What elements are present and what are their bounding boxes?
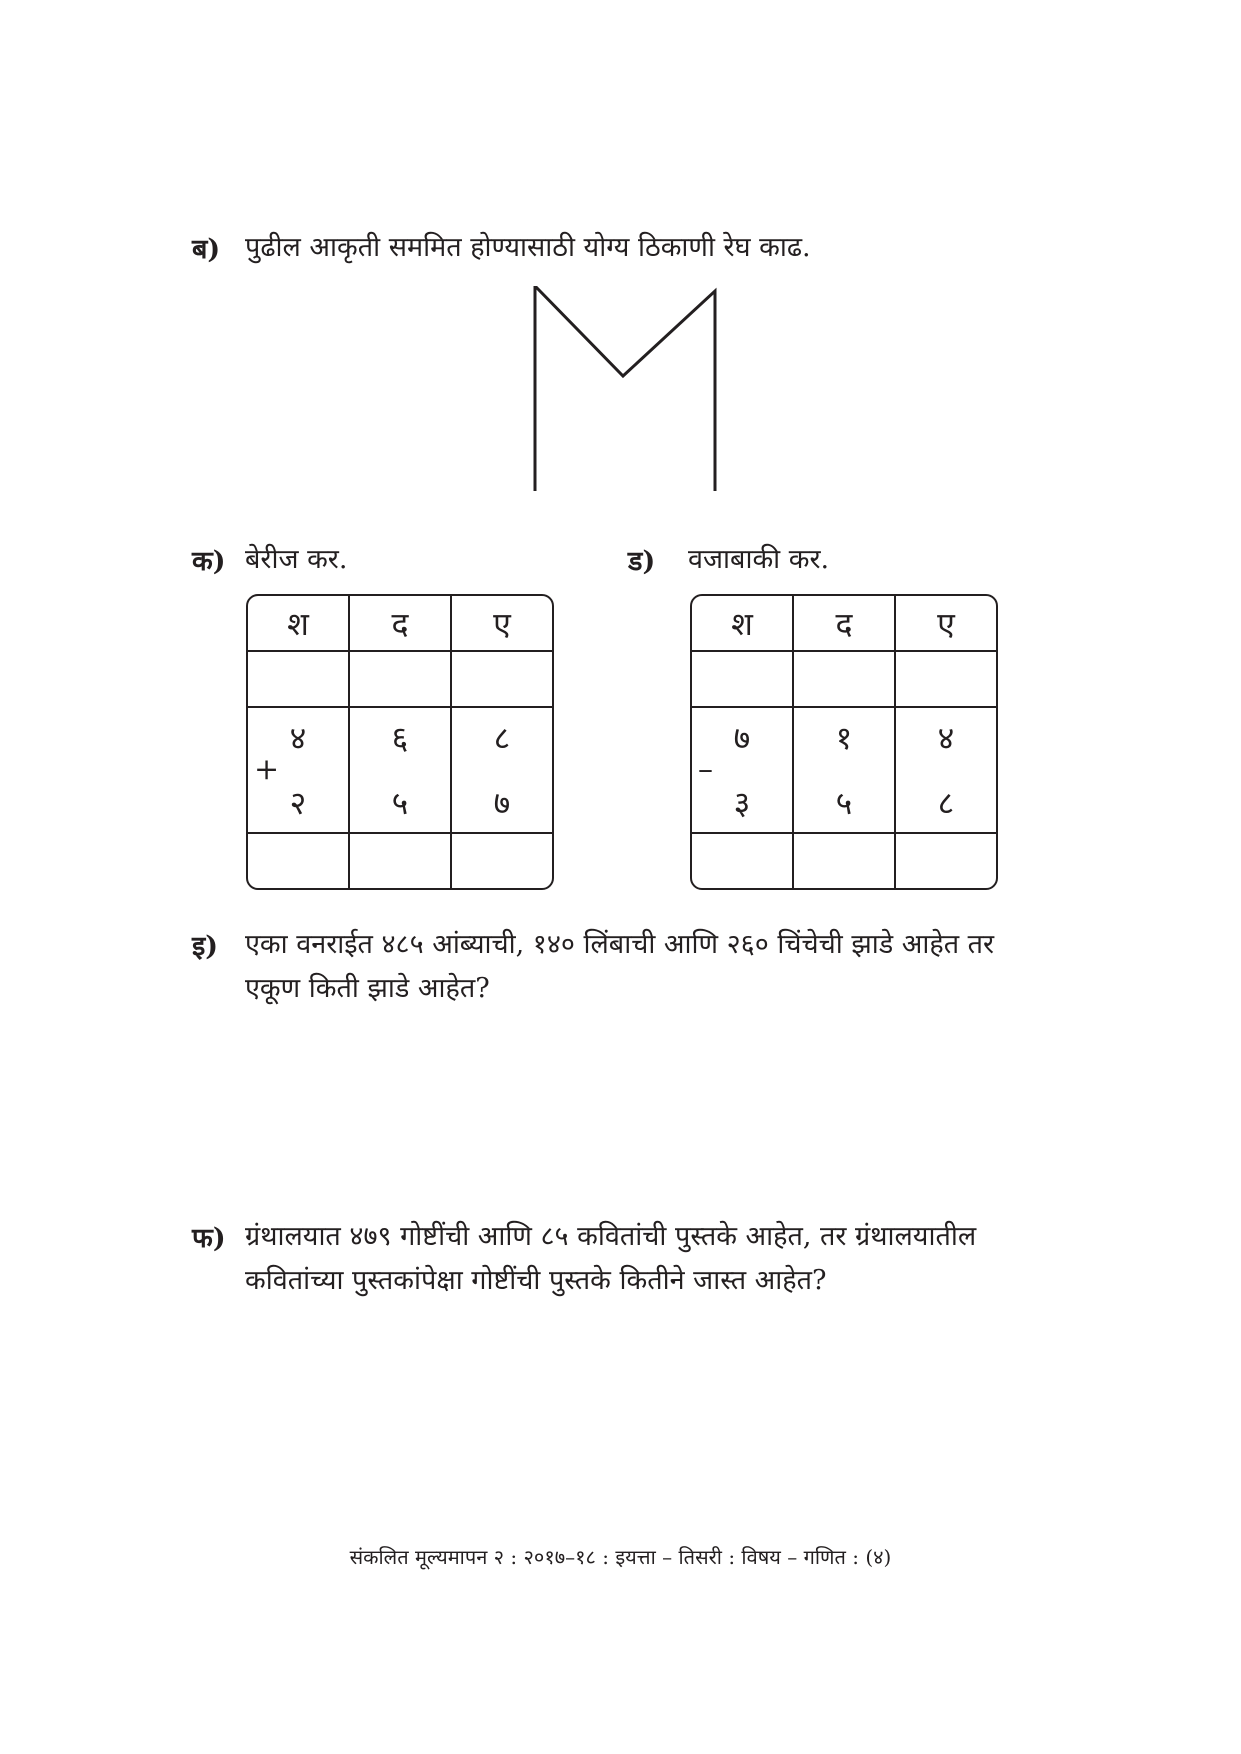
header-ones: ए [451, 596, 552, 651]
digit: ४ [937, 719, 955, 757]
digit-column [451, 707, 552, 833]
question-i-label: इ) [192, 931, 219, 962]
answer-cell[interactable] [451, 833, 552, 888]
digit: ८ [937, 784, 955, 822]
question-d-label: ड) [628, 546, 656, 577]
carry-cell[interactable] [248, 651, 349, 707]
answer-cell[interactable] [248, 833, 349, 888]
digit: ७ [733, 719, 751, 757]
question-d-text: वजाबाकी कर. [688, 544, 830, 575]
borrow-cell[interactable] [692, 651, 793, 707]
carry-cell[interactable] [451, 651, 552, 707]
digit-column [349, 707, 451, 833]
header-tens: द [349, 596, 451, 651]
half-m-shape [535, 286, 715, 491]
question-f-line1: ग्रंथालयात ४७९ गोष्टींची आणि ८५ कवितांची पुस्तके आहेत, तर ग्रंथालयातील [245, 1221, 977, 1252]
digit: ५ [835, 784, 853, 822]
header-ones: ए [895, 596, 996, 651]
subtraction-table [690, 594, 998, 890]
plus-operator: + [254, 752, 280, 787]
digit-column [692, 707, 793, 833]
minus-operator: – [698, 752, 713, 787]
digit-column [793, 707, 895, 833]
question-k-label: क) [192, 546, 226, 577]
question-f-label: फ) [192, 1223, 226, 1254]
digit: १ [835, 719, 853, 757]
digit: ५ [391, 784, 409, 822]
digit: ४ [289, 719, 307, 757]
answer-cell[interactable] [692, 833, 793, 888]
borrow-cell[interactable] [895, 651, 996, 707]
digit: ६ [391, 719, 409, 757]
answer-cell[interactable] [895, 833, 996, 888]
digit-column [895, 707, 996, 833]
header-hundreds: श [248, 596, 349, 651]
digit: ३ [733, 784, 751, 822]
digit-column [248, 707, 349, 833]
answer-cell[interactable] [349, 833, 451, 888]
question-i-line1: एका वनराईत ४८५ आंब्याची, १४० लिंबाची आणि २६० चिंचेची झाडे आहेत तर [245, 929, 995, 960]
header-hundreds: श [692, 596, 793, 651]
digit: २ [289, 784, 307, 822]
header-tens: द [793, 596, 895, 651]
question-b-label: ब) [192, 234, 221, 265]
digit: ८ [493, 719, 511, 757]
answer-cell[interactable] [793, 833, 895, 888]
symmetry-figure [520, 286, 730, 496]
addition-table [246, 594, 554, 890]
question-f-line2: कवितांच्या पुस्तकांपेक्षा गोष्टींची पुस्तके कितीने जास्त आहेत? [245, 1265, 827, 1296]
page-footer: संकलित मूल्यमापन २ : २०१७–१८ : इयत्ता – तिसरी : विषय – गणित : (४) [349, 1545, 892, 1569]
digit: ७ [493, 784, 511, 822]
carry-cell[interactable] [349, 651, 451, 707]
question-b-text: पुढील आकृती सममित होण्यासाठी योग्य ठिकाणी रेघ काढ. [245, 232, 811, 263]
question-k-text: बेरीज कर. [245, 544, 348, 575]
borrow-cell[interactable] [793, 651, 895, 707]
question-i-line2: एकूण किती झाडे आहेत? [245, 973, 490, 1004]
